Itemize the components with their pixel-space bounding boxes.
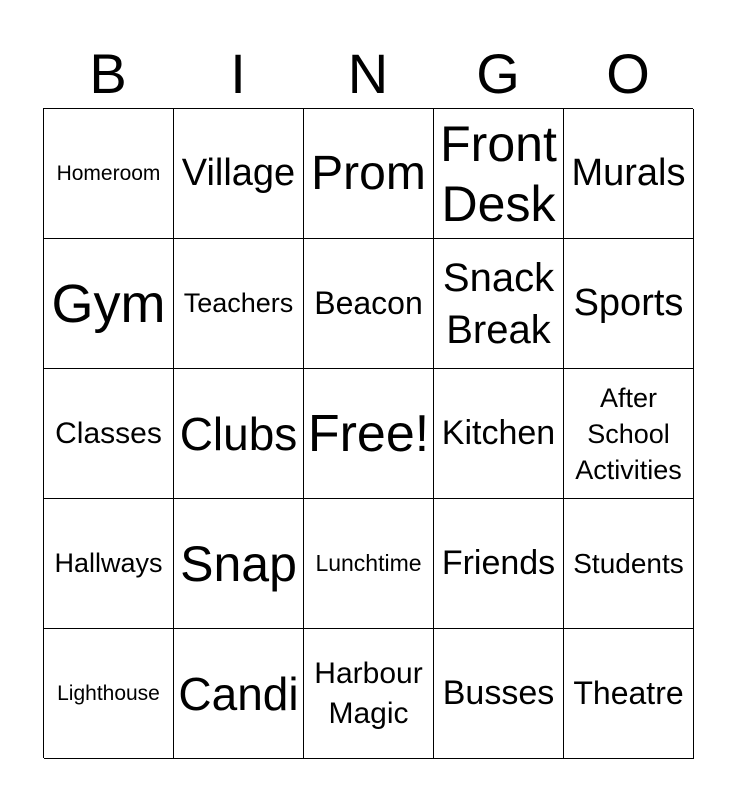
bingo-cell[interactable]	[434, 629, 564, 759]
cell-label: Teachers	[183, 288, 294, 318]
bingo-cell[interactable]	[174, 109, 304, 239]
cell-label: Lighthouse	[57, 681, 160, 705]
cell-label: Students	[573, 547, 684, 579]
cell-label: Snap	[180, 535, 297, 592]
cell-label: Homeroom	[56, 161, 161, 185]
bingo-cell[interactable]	[174, 499, 304, 629]
bingo-cell[interactable]	[174, 629, 304, 759]
bingo-board	[43, 108, 693, 758]
bingo-cell[interactable]	[564, 239, 694, 369]
cell-label: Friends	[441, 544, 556, 582]
bingo-cell[interactable]	[304, 239, 434, 369]
header-letter-b: B	[89, 42, 127, 105]
bingo-cell[interactable]	[44, 629, 174, 759]
cell-label: Village	[181, 152, 296, 194]
bingo-cell[interactable]	[564, 499, 694, 629]
cell-label: Clubs	[179, 407, 298, 460]
cell-label: Prom	[311, 147, 426, 200]
cell-label: Lunchtime	[315, 550, 422, 576]
header-letter-g: G	[476, 42, 520, 105]
bingo-cell[interactable]	[44, 109, 174, 239]
bingo-cell[interactable]	[304, 499, 434, 629]
bingo-cell[interactable]	[304, 109, 434, 239]
bingo-header	[43, 40, 693, 108]
cell-label: Free!	[307, 404, 430, 463]
cell-label: Busses	[442, 674, 555, 712]
bingo-cell[interactable]	[304, 369, 434, 499]
cell-label: Murals	[571, 152, 686, 194]
cell-label: Beacon	[314, 285, 423, 321]
bingo-cell[interactable]	[174, 369, 304, 499]
cell-label: Theatre	[573, 675, 684, 711]
cell-label: Harbour Magic	[314, 656, 423, 730]
cell-label: Classes	[55, 416, 162, 450]
bingo-cell[interactable]	[434, 499, 564, 629]
bingo-cell[interactable]	[44, 239, 174, 369]
header-letter-i: I	[230, 42, 246, 105]
cell-label: Sports	[573, 282, 684, 324]
cell-label: After School Activities	[575, 382, 682, 485]
cell-label: Snack Break	[442, 255, 555, 352]
header-letter-n: N	[347, 42, 389, 105]
bingo-cell[interactable]	[564, 109, 694, 239]
bingo-cell[interactable]	[174, 239, 304, 369]
bingo-cell[interactable]	[564, 369, 694, 499]
cell-label: Front Desk	[440, 115, 557, 232]
cell-label: Kitchen	[441, 414, 556, 452]
bingo-cell[interactable]	[44, 499, 174, 629]
bingo-cell[interactable]	[434, 109, 564, 239]
cell-label: Hallways	[54, 548, 163, 578]
bingo-cell[interactable]	[304, 629, 434, 759]
cell-label: Gym	[51, 273, 166, 334]
bingo-cell[interactable]	[434, 239, 564, 369]
bingo-cell[interactable]	[564, 629, 694, 759]
cell-label: Candi	[178, 667, 299, 720]
bingo-cell[interactable]	[434, 369, 564, 499]
header-letter-o: O	[606, 42, 650, 105]
bingo-cell[interactable]	[44, 369, 174, 499]
